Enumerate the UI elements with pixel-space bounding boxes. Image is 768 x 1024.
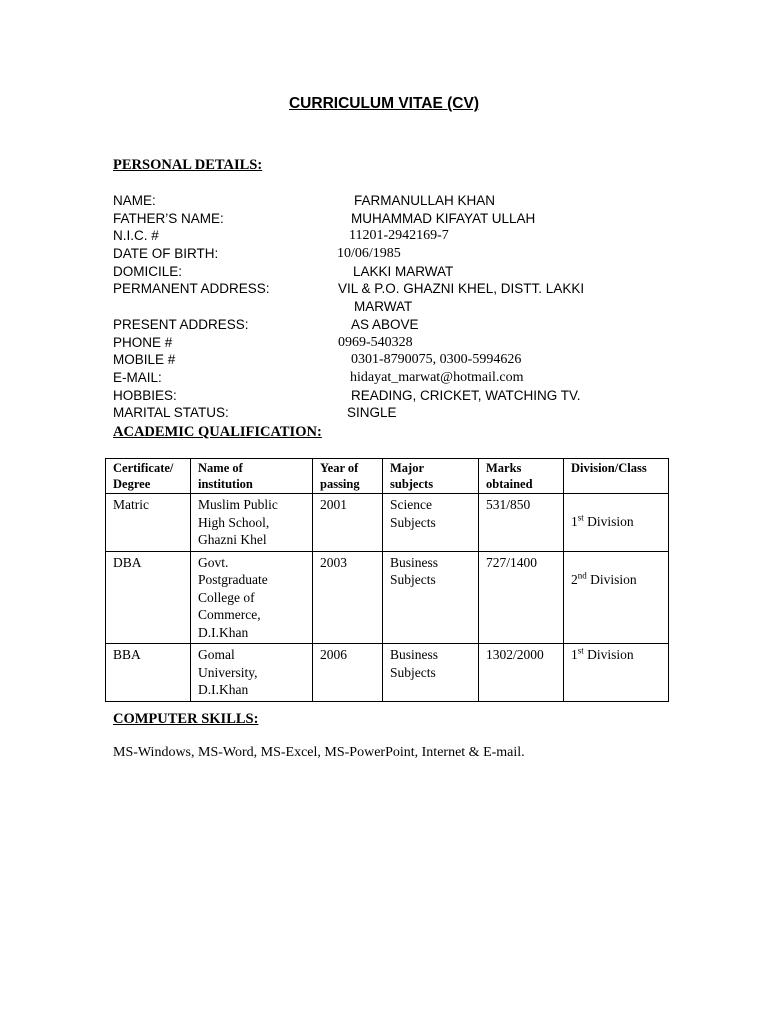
computer-skills-text: MS-Windows, MS-Word, MS-Excel, MS-PowerPoint, Internet & E-mail. xyxy=(113,745,525,760)
cell-certificate: BBA xyxy=(106,644,191,702)
nic-value: 11201-2942169-7 xyxy=(349,228,449,244)
cell-subjects: Business Subjects xyxy=(383,644,479,702)
cell-certificate: DBA xyxy=(106,551,191,644)
detail-row-mobile xyxy=(113,351,673,369)
hobbies-label: HOBBIES: xyxy=(113,387,177,403)
domicile-label: DOMICILE: xyxy=(113,263,183,279)
personal-details xyxy=(113,192,673,422)
cell-institution: Gomal University, D.I.Khan xyxy=(191,644,313,702)
computer-skills-heading: COMPUTER SKILLS: xyxy=(113,711,259,727)
cell-year: 2006 xyxy=(313,644,383,702)
dob-label: DATE OF BIRTH: xyxy=(113,246,219,262)
detail-row-dob xyxy=(113,245,673,263)
marital-status-label: MARITAL STATUS: xyxy=(113,405,229,421)
document-title: CURRICULUM VITAE (CV) xyxy=(288,95,479,112)
father-label: FATHER’S NAME: xyxy=(113,210,224,226)
cell-institution: Govt. Postgraduate College of Commerce, D.I.Khan xyxy=(191,551,313,644)
cell-marks: 1302/2000 xyxy=(479,644,564,702)
phone-label: PHONE # xyxy=(113,334,173,350)
header-certificate: Certificate/ Degree xyxy=(106,459,191,494)
mobile-value: 0301-8790075, 0300-5994626 xyxy=(351,352,522,368)
nic-label: N.I.C. # xyxy=(113,228,159,244)
cell-year: 2001 xyxy=(313,494,383,552)
mobile-label: MOBILE # xyxy=(113,352,176,368)
cell-institution: Muslim Public High School, Ghazni Khel xyxy=(191,494,313,552)
detail-row-phone xyxy=(113,334,673,352)
header-division: Division/Class xyxy=(564,459,669,494)
detail-row-hobbies xyxy=(113,387,673,405)
table-row xyxy=(106,551,669,644)
permanent-address-line2: MARWAT xyxy=(354,299,413,315)
detail-row-father xyxy=(113,210,673,228)
detail-row-email xyxy=(113,369,673,387)
present-address-value: AS ABOVE xyxy=(351,316,419,332)
detail-row-permanent-address xyxy=(113,280,673,315)
academic-table xyxy=(105,458,669,702)
father-value: MUHAMMAD KIFAYAT ULLAH xyxy=(351,210,536,226)
dob-value: 10/06/1985 xyxy=(337,246,401,262)
phone-value: 0969-540328 xyxy=(338,334,413,350)
header-marks: Marks obtained xyxy=(479,459,564,494)
table-row xyxy=(106,494,669,552)
cell-division: 1st Division xyxy=(564,644,669,702)
detail-row-nic xyxy=(113,227,673,245)
email-label: E-MAIL: xyxy=(113,369,162,385)
email-value: hidayat_marwat@hotmail.com xyxy=(350,369,524,385)
cell-subjects: Science Subjects xyxy=(383,494,479,552)
permanent-address-label: PERMANENT ADDRESS: xyxy=(113,281,270,297)
cell-marks: 531/850 xyxy=(479,494,564,552)
cell-division: 1st Division xyxy=(564,494,669,552)
hobbies-value: READING, CRICKET, WATCHING TV. xyxy=(351,387,581,403)
header-institution: Name of institution xyxy=(191,459,313,494)
permanent-address-line1: VIL & P.O. GHAZNI KHEL, DISTT. LAKKI xyxy=(338,281,585,297)
present-address-label: PRESENT ADDRESS: xyxy=(113,316,249,332)
cell-certificate: Matric xyxy=(106,494,191,552)
cell-year: 2003 xyxy=(313,551,383,644)
domicile-value: LAKKI MARWAT xyxy=(353,263,454,279)
detail-row-present-address xyxy=(113,316,673,334)
personal-details-heading: PERSONAL DETAILS: xyxy=(113,157,263,173)
table-row xyxy=(106,644,669,702)
header-subjects: Major subjects xyxy=(383,459,479,494)
detail-row-name xyxy=(113,192,673,210)
marital-status-value: SINGLE xyxy=(347,405,397,421)
academic-qualification-heading: ACADEMIC QUALIFICATION: xyxy=(113,424,322,440)
detail-row-domicile xyxy=(113,263,673,281)
table-header-row xyxy=(106,459,669,494)
cell-marks: 727/1400 xyxy=(479,551,564,644)
name-label: NAME: xyxy=(113,193,156,208)
header-year: Year of passing xyxy=(313,459,383,494)
cell-subjects: Business Subjects xyxy=(383,551,479,644)
detail-row-marital-status xyxy=(113,404,673,422)
cell-division: 2nd Division xyxy=(564,551,669,644)
name-value: FARMANULLAH KHAN xyxy=(354,193,496,208)
